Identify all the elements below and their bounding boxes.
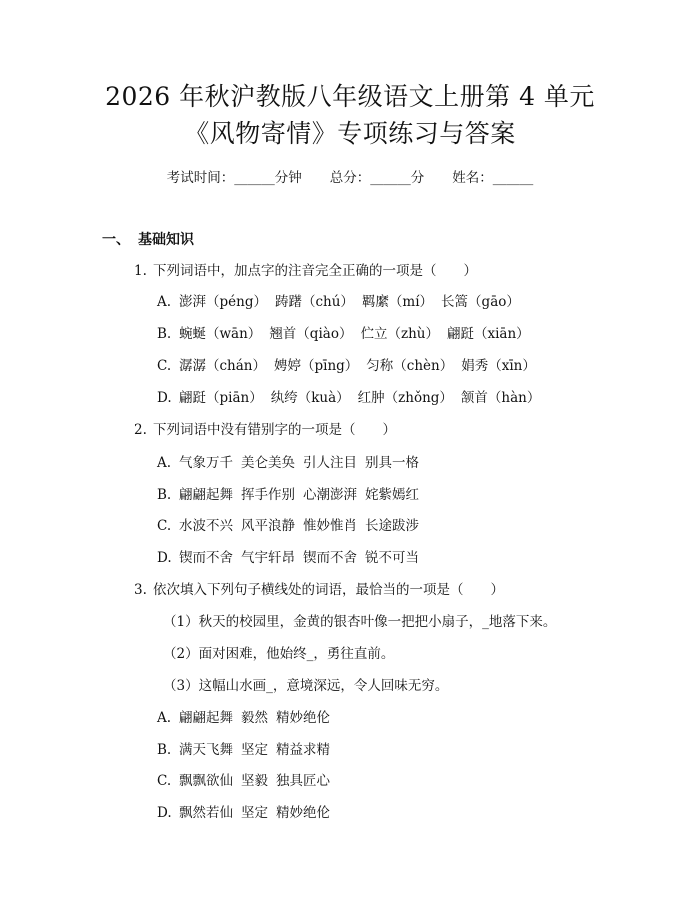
- option-word: 蜿蜒（wān）: [179, 326, 262, 342]
- question-text: 下列词语中没有错别字的一项是（ ）: [153, 422, 396, 438]
- option-word: 潺潺（chán）: [179, 358, 266, 374]
- option-word: 气象万千: [179, 455, 233, 471]
- option-label: B.: [157, 487, 172, 503]
- option-word: 娟秀（xīn）: [461, 358, 536, 374]
- question-1-option-a: [157, 292, 528, 312]
- option-word: 坚毅: [241, 773, 268, 789]
- question-3-option-c: [157, 771, 338, 791]
- option-word: 风平浪静: [241, 518, 295, 534]
- page-title-line-2: 《风物寄情》专项练习与答案: [184, 119, 516, 148]
- option-word: 纨绔（kuà）: [270, 390, 350, 406]
- question-3-option-b: [157, 740, 338, 760]
- question-2-option-b: [157, 485, 427, 505]
- option-word: 坚定: [241, 742, 268, 758]
- option-word: 翩跹（xiān）: [446, 326, 530, 342]
- question-2-stem: [134, 420, 396, 440]
- option-word: 翩跹（piān）: [179, 390, 263, 406]
- option-label: C.: [157, 358, 172, 374]
- option-word: 心潮澎湃: [303, 487, 357, 503]
- question-1-option-b: [157, 324, 538, 344]
- question-1-option-d: [157, 388, 548, 408]
- option-word: 飘然若仙: [179, 805, 233, 821]
- option-word: 踌躇（chú）: [274, 294, 354, 310]
- option-word: 别具一格: [365, 455, 419, 471]
- option-label: B.: [157, 742, 172, 758]
- question-2-option-a: [157, 453, 427, 473]
- option-word: 娉婷（pīng）: [274, 358, 359, 374]
- option-label: D.: [157, 550, 172, 566]
- option-word: 翩翩起舞: [179, 710, 233, 726]
- option-word: 满天飞舞: [179, 742, 233, 758]
- question-2-option-d: [157, 548, 427, 568]
- student-name-field: 姓名：______: [452, 170, 534, 186]
- question-number: 3.: [134, 582, 147, 598]
- option-word: 伫立（zhù）: [360, 326, 439, 342]
- option-word: 颔首（hàn）: [460, 390, 541, 406]
- section-heading: [102, 230, 194, 250]
- question-2-option-c: [157, 516, 427, 536]
- question-number: 1.: [134, 263, 147, 279]
- page-title-line-1: 2026 年秋沪教版八年级语文上册第 4 单元: [105, 82, 595, 111]
- option-label: C.: [157, 518, 172, 534]
- question-text: 下列词语中，加点字的注音完全正确的一项是（ ）: [153, 263, 477, 279]
- option-word: 姹紫嫣红: [365, 487, 419, 503]
- option-word: 锐不可当: [365, 550, 419, 566]
- option-word: 飘飘欲仙: [179, 773, 233, 789]
- question-3-option-d: [157, 803, 338, 823]
- option-word: 红肿（zhǒng）: [357, 390, 453, 406]
- option-label: A.: [157, 294, 172, 310]
- option-word: 翘首（qiào）: [269, 326, 353, 342]
- option-word: 美仑美奂: [241, 455, 295, 471]
- section-title: 基础知识: [138, 232, 194, 248]
- option-word: 惟妙惟肖: [303, 518, 357, 534]
- question-1-option-c: [157, 356, 544, 376]
- option-word: 坚定: [241, 805, 268, 821]
- option-label: A.: [157, 455, 172, 471]
- question-3-sentence-2: （2）面对困难，他始终_，勇往直前。: [163, 646, 395, 662]
- option-word: 匀称（chèn）: [366, 358, 454, 374]
- option-word: 长途跋涉: [365, 518, 419, 534]
- option-label: C.: [157, 773, 172, 789]
- question-number: 2.: [134, 422, 147, 438]
- question-3-sentence-3: （3）这幅山水画_，意境深远，令人回味无穷。: [163, 678, 449, 694]
- option-word: 气宇轩昂: [241, 550, 295, 566]
- question-3-sentence-1: （1）秋天的校园里，金黄的银杏叶像一把把小扇子，_地落下来。: [163, 614, 557, 630]
- exam-time-field: 考试时间：______分钟: [166, 170, 302, 186]
- option-word: 独具匠心: [276, 773, 330, 789]
- option-word: 澎湃（péng）: [179, 294, 267, 310]
- question-1-stem: [134, 261, 477, 281]
- option-label: D.: [157, 390, 172, 406]
- question-3-option-a: [157, 708, 338, 728]
- option-word: 水波不兴: [179, 518, 233, 534]
- option-word: 羁縻（mí）: [361, 294, 434, 310]
- option-word: 精妙绝伦: [276, 710, 330, 726]
- total-score-field: 总分：______分: [329, 170, 425, 186]
- option-word: 引人注目: [303, 455, 357, 471]
- section-number: 一、: [102, 232, 130, 248]
- option-label: B.: [157, 326, 172, 342]
- option-label: D.: [157, 805, 172, 821]
- option-word: 毅然: [241, 710, 268, 726]
- option-word: 挥手作别: [241, 487, 295, 503]
- exam-info-row: [0, 168, 700, 188]
- question-text: 依次填入下列句子横线处的词语，最恰当的一项是（ ）: [153, 582, 504, 598]
- option-word: 精益求精: [276, 742, 330, 758]
- option-label: A.: [157, 710, 172, 726]
- option-word: 翩翩起舞: [179, 487, 233, 503]
- option-word: 锲而不舍: [303, 550, 357, 566]
- option-word: 锲而不舍: [179, 550, 233, 566]
- question-3-stem: [134, 580, 504, 600]
- option-word: 精妙绝伦: [276, 805, 330, 821]
- option-word: 长篙（gāo）: [441, 294, 520, 310]
